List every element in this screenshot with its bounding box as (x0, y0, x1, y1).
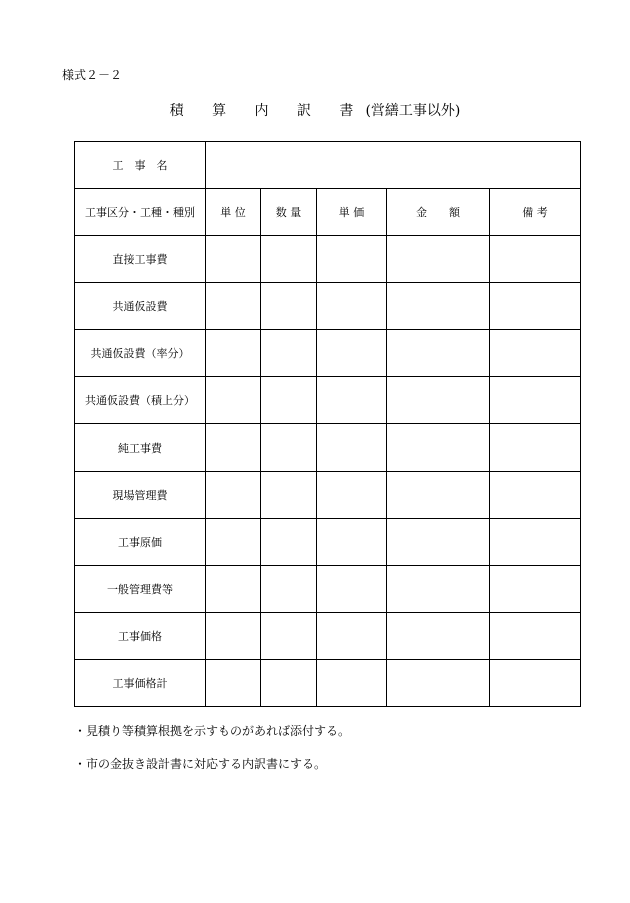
row-label: 工事価格計 (75, 659, 206, 706)
amount-cell[interactable] (387, 330, 490, 377)
project-name-row (75, 142, 581, 189)
unit-price-cell[interactable] (317, 377, 387, 424)
quantity-cell[interactable] (261, 471, 317, 518)
estimate-breakdown-table (74, 141, 581, 707)
unit-cell[interactable] (206, 236, 261, 283)
unit-price-cell[interactable] (317, 283, 387, 330)
remarks-cell[interactable] (490, 377, 581, 424)
remarks-cell[interactable] (490, 612, 581, 659)
unit-cell[interactable] (206, 612, 261, 659)
row-label: 共通仮設費（率分） (75, 330, 206, 377)
project-name-field[interactable] (206, 142, 581, 189)
note-item: ・見積り等積算根拠を示すものがあれば添付する。 (74, 724, 351, 738)
table-row (75, 565, 581, 612)
unit-cell[interactable] (206, 330, 261, 377)
unit-cell[interactable] (206, 518, 261, 565)
amount-cell[interactable] (387, 424, 490, 471)
amount-cell[interactable] (387, 518, 490, 565)
unit-price-cell[interactable] (317, 236, 387, 283)
unit-price-cell[interactable] (317, 565, 387, 612)
note-item: ・市の金抜き設計書に対応する内訳書にする。 (74, 757, 327, 771)
unit-price-cell[interactable] (317, 471, 387, 518)
quantity-cell[interactable] (261, 330, 317, 377)
table-row (75, 236, 581, 283)
unit-cell[interactable] (206, 565, 261, 612)
row-label: 現場管理費 (75, 471, 206, 518)
quantity-cell[interactable] (261, 283, 317, 330)
row-label: 一般管理費等 (75, 565, 206, 612)
amount-cell[interactable] (387, 236, 490, 283)
unit-cell[interactable] (206, 377, 261, 424)
header-unit-price: 単 価 (317, 189, 387, 236)
amount-cell[interactable] (387, 612, 490, 659)
header-quantity: 数 量 (261, 189, 317, 236)
row-label: 工事価格 (75, 612, 206, 659)
unit-price-cell[interactable] (317, 424, 387, 471)
unit-cell[interactable] (206, 424, 261, 471)
title-sub: (営繕工事以外) (365, 103, 461, 119)
remarks-cell[interactable] (490, 659, 581, 706)
amount-cell[interactable] (387, 659, 490, 706)
column-header-row (75, 189, 581, 236)
amount-cell[interactable] (387, 471, 490, 518)
unit-cell[interactable] (206, 471, 261, 518)
row-label: 純工事費 (75, 424, 206, 471)
row-label: 直接工事費 (75, 236, 206, 283)
quantity-cell[interactable] (261, 377, 317, 424)
remarks-cell[interactable] (490, 236, 581, 283)
row-label: 共通仮設費 (75, 283, 206, 330)
unit-price-cell[interactable] (317, 612, 387, 659)
header-category: 工事区分・工種・種別 (75, 189, 206, 236)
quantity-cell[interactable] (261, 424, 317, 471)
header-amount: 金 額 (387, 189, 490, 236)
unit-price-cell[interactable] (317, 330, 387, 377)
quantity-cell[interactable] (261, 518, 317, 565)
quantity-cell[interactable] (261, 236, 317, 283)
form-number: 様式２－２ (62, 68, 123, 82)
project-name-label: 工 事 名 (75, 142, 206, 189)
unit-price-cell[interactable] (317, 659, 387, 706)
table-row (75, 283, 581, 330)
row-label: 工事原価 (75, 518, 206, 565)
table-row (75, 424, 581, 471)
unit-cell[interactable] (206, 659, 261, 706)
remarks-cell[interactable] (490, 330, 581, 377)
title-main: 積 算 内 訳 書 (169, 103, 366, 119)
table-row (75, 518, 581, 565)
table-row (75, 659, 581, 706)
table-row (75, 330, 581, 377)
table-row (75, 377, 581, 424)
remarks-cell[interactable] (490, 471, 581, 518)
quantity-cell[interactable] (261, 659, 317, 706)
amount-cell[interactable] (387, 283, 490, 330)
remarks-cell[interactable] (490, 283, 581, 330)
header-unit: 単 位 (206, 189, 261, 236)
unit-cell[interactable] (206, 283, 261, 330)
header-remarks: 備 考 (490, 189, 581, 236)
amount-cell[interactable] (387, 377, 490, 424)
quantity-cell[interactable] (261, 612, 317, 659)
row-label: 共通仮設費（積上分） (75, 377, 206, 424)
amount-cell[interactable] (387, 565, 490, 612)
remarks-cell[interactable] (490, 518, 581, 565)
remarks-cell[interactable] (490, 565, 581, 612)
table-row (75, 471, 581, 518)
document-title (0, 100, 630, 120)
unit-price-cell[interactable] (317, 518, 387, 565)
remarks-cell[interactable] (490, 424, 581, 471)
table-row (75, 612, 581, 659)
quantity-cell[interactable] (261, 565, 317, 612)
notes (74, 722, 350, 788)
